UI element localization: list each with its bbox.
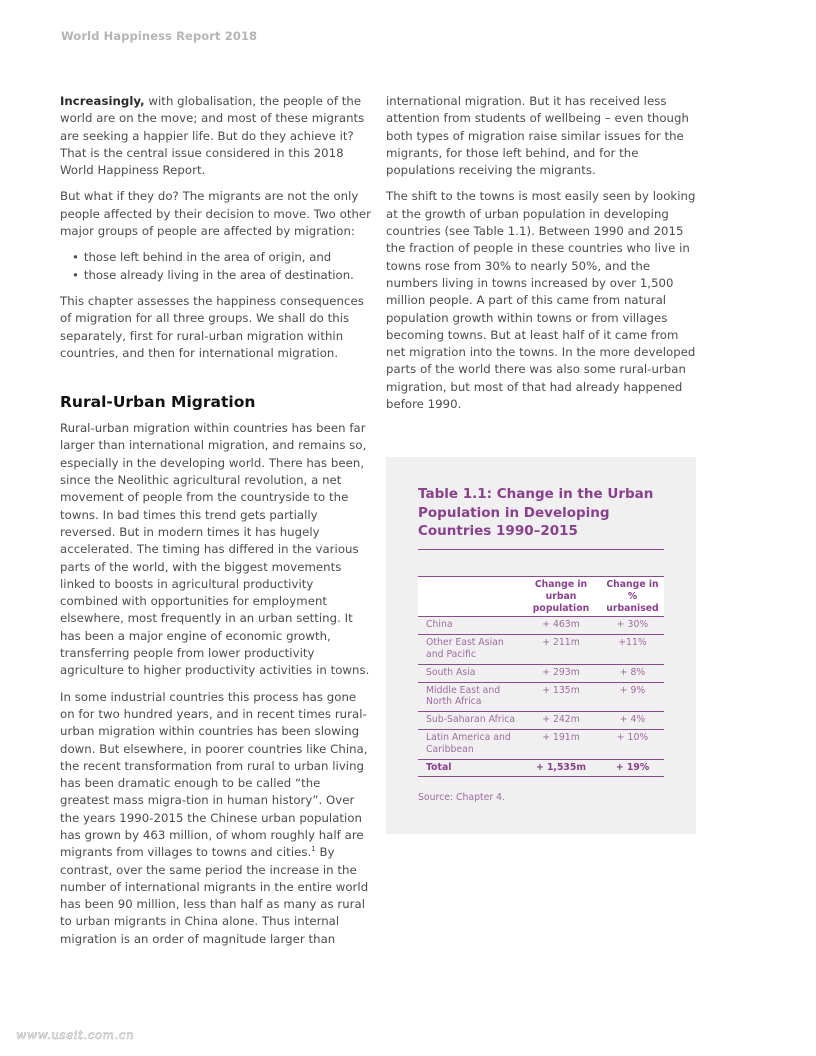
table-row [418, 682, 664, 712]
column-header-pct: Change in % urbanised [606, 579, 659, 614]
paragraph-3: This chapter assesses the happiness consequences of migration for all three groups. We shall do this separately, first for rural-urban migration within countries, and then for international migration. [60, 293, 364, 360]
bullet-item: • those already living in the area of destination. [72, 267, 372, 284]
bullet-item: • those left behind in the area of origin, and [72, 249, 372, 266]
urban-pop-cell: + 135m [521, 682, 601, 712]
running-header-title: World Happiness Report 2018 [61, 29, 258, 43]
region-cell: China [418, 617, 521, 635]
table-row [418, 712, 664, 730]
watermark-text: www.useit.com.cn [16, 1028, 135, 1042]
pct-cell: + 4% [601, 712, 664, 730]
table-row [418, 635, 664, 665]
left-column [60, 93, 372, 957]
total-pct-cell: + 19% [601, 759, 664, 777]
urban-pop-cell: + 293m [521, 664, 601, 682]
table-source-note: Source: Chapter 4. [418, 792, 506, 803]
region-cell: South Asia [418, 664, 521, 682]
table-header-row [418, 577, 664, 617]
bullet-list [60, 249, 372, 284]
right-column [386, 93, 698, 422]
paragraph-5 [60, 689, 372, 948]
urban-pop-cell: + 463m [521, 617, 601, 635]
intro-text: with globalisation, the people of the world are on the move; and most of these migrants are seeking a happier life. But do they achieve it? That is the central issue considered in this 2018 World Happiness Report. [60, 94, 365, 178]
urban-pop-cell: + 242m [521, 712, 601, 730]
intro-lead: Increasingly, [60, 94, 145, 108]
footnote-marker[interactable]: 1 [311, 845, 316, 854]
pct-cell: + 30% [601, 617, 664, 635]
column-header-urban-pop: Change in urban population [532, 579, 590, 614]
section-heading: Rural-Urban Migration [60, 393, 256, 412]
region-cell: Other East Asian and Pacific [418, 635, 521, 665]
table-title: Table 1.1: Change in the Urban Population in Developing Countries 1990–2015 [418, 486, 654, 539]
paragraph-5-text-b: By contrast, over the same period the increase in the number of international migrants in the entire world has been 90 million, less than half as many as rural to urban migrants in China alone. Thus internal migration is an order of magnitude larger than [60, 845, 369, 946]
right-paragraph-1: international migration. But it has received less attention from students of wellbeing – even though both types of migration raise similar issues for the migrants, for those left behind, and for the populations receiving the migrants. [386, 94, 689, 178]
table-row [418, 664, 664, 682]
urban-population-table [418, 576, 664, 777]
region-cell: Latin America and Caribbean [418, 729, 521, 759]
pct-cell: + 10% [601, 729, 664, 759]
table-total-row [418, 759, 664, 777]
pct-cell: +11% [601, 635, 664, 665]
total-urban-pop-cell: + 1,535m [521, 759, 601, 777]
table-row [418, 729, 664, 759]
paragraph-5-text-a: In some industrial countries this process has gone on for two hundred years, and in recent times rural-urban migration within countries has been slowing down. But elsewhere, in poorer countries like China, the recent transformation from rural to urban living has been dramatic enough to be called “the greatest mass migra-tion in human history”. Over the years 1990-2015 the Chinese urban population has grown by 463 million, of whom roughly half are migrants from villages to towns and cities. [60, 689, 368, 860]
paragraph-2: But what if they do? The migrants are not the only people affected by their decision to move. Two other major groups of people are affected by migration: [60, 189, 372, 239]
table-row [418, 617, 664, 635]
paragraph-4: Rural-urban migration within countries has been far larger than international migration, and remains so, especially in the developing world. There has been, since the Neolithic agricultural revolution, a net movement of people from the countryside to the towns. In bad times this trend gets partially reversed. But in modern times it has hugely accelerated. The timing has differed in the various parts of the world, with the biggest movements linked to boosts in agricultural productivity combined with opportunities for employment elsewhere, most frequently in an urban setting. It has been a major engine of economic growth, transferring people from lower productivity agriculture to higher productivity activities in towns. [60, 421, 370, 678]
total-label-cell: Total [418, 759, 521, 777]
title-divider [418, 549, 664, 550]
region-cell: Sub-Saharan Africa [418, 712, 521, 730]
region-cell: Middle East and North Africa [418, 682, 521, 712]
table-panel [386, 457, 696, 834]
urban-pop-cell: + 211m [521, 635, 601, 665]
pct-cell: + 8% [601, 664, 664, 682]
right-paragraph-2: The shift to the towns is most easily seen by looking at the growth of urban population in developing countries (see Table 1.1). Between 1990 and 2015 the fraction of people in these countries who live in towns rose from 30% to nearly 50%, and the numbers living in towns increased by over 1,500 million people. A part of this came from natural population growth within towns or from villages becoming towns. But at least half of it came from net migration into the towns. In the more developed parts of the world there was also some rural-urban migration, but most of that had already happened before 1990. [386, 189, 696, 412]
urban-pop-cell: + 191m [521, 729, 601, 759]
intro-paragraph [60, 93, 372, 179]
column-header-region [418, 577, 521, 617]
pct-cell: + 9% [601, 682, 664, 712]
